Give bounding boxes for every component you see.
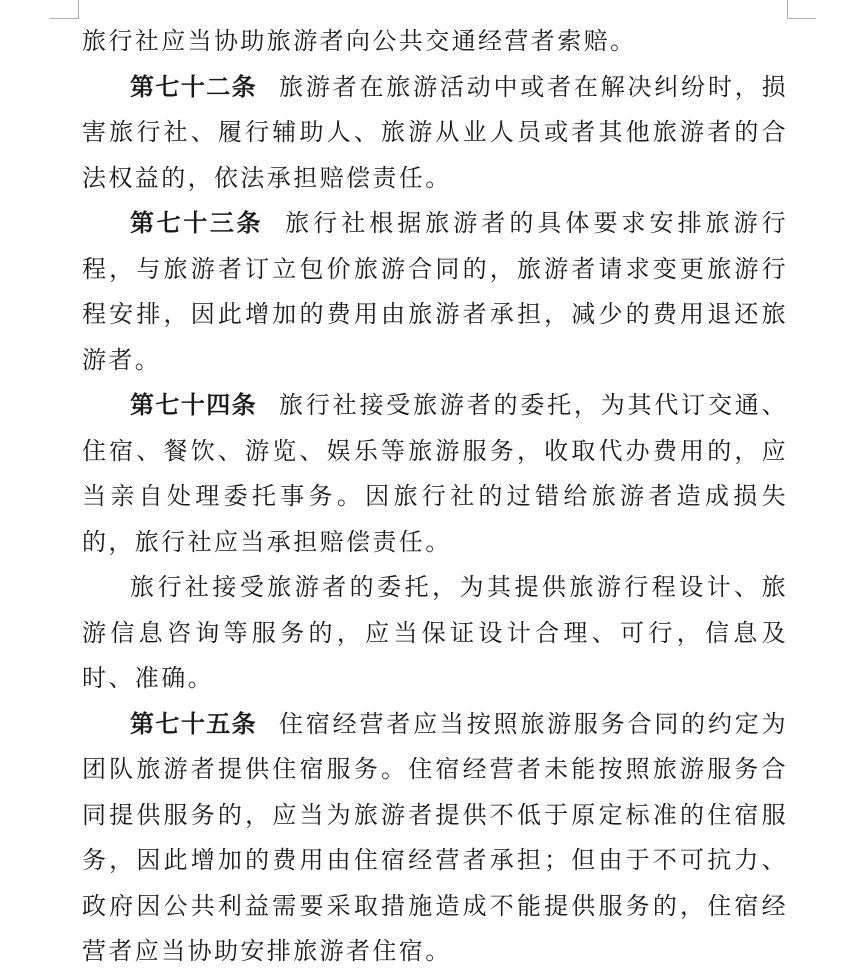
page-corner-mark-left bbox=[50, 0, 79, 19]
paragraph-text: 旅行社根据旅游者的具体要求安排旅游行程，与旅游者订立包价旅游合同的，旅游者请求变更旅游行程安排，因此增加的费用由旅游者承担，减少的费用退还旅游者。 bbox=[82, 209, 789, 374]
paragraph-continuation[interactable] bbox=[82, 19, 788, 65]
document-body[interactable] bbox=[82, 19, 788, 975]
paragraph-text: 旅行社接受旅游者的委托，为其提供旅游行程设计、旅游信息咨询等服务的，应当保证设计合理、可行，信息及时、准确。 bbox=[82, 573, 788, 692]
paragraph-text: 旅行社接受旅游者的委托，为其代订交通、住宿、餐饮、游览、娱乐等旅游服务，收取代办费用的，应当亲自处理委托事务。因旅行社的过错给旅游者造成损失的，旅行社应当承担赔偿责任。 bbox=[82, 391, 788, 556]
page-corner-mark-right bbox=[787, 0, 816, 19]
paragraph-article-75[interactable] bbox=[82, 702, 788, 975]
paragraph-article-73[interactable] bbox=[82, 201, 788, 383]
article-number: 第七十二条 bbox=[130, 72, 258, 101]
article-number: 第七十三条 bbox=[130, 209, 264, 237]
article-number: 第七十五条 bbox=[130, 709, 258, 738]
paragraph-text: 旅行社应当协助旅游者向公共交通经营者索赔。 bbox=[82, 27, 637, 55]
paragraph-text: 旅游者在旅游活动中或者在解决纠纷时，损害旅行社、履行辅助人、旅游从业人员或者其他旅游者的合法权益的，依法承担赔偿责任。 bbox=[82, 72, 788, 192]
paragraph-article-72[interactable] bbox=[82, 65, 788, 202]
paragraph-text: 住宿经营者应当按照旅游服务合同的约定为团队旅游者提供住宿服务。住宿经营者未能按照旅游服务合同提供服务的，应当为旅游者提供不低于原定标准的住宿服务，因此增加的费用由住宿经营者承担；但由于不可抗力、政府因公共利益需要采取措施造成不能提供服务的，住宿经营者应当协助安排旅游者住宿。 bbox=[82, 709, 788, 965]
article-number: 第七十四条 bbox=[130, 391, 258, 419]
paragraph-article-74[interactable] bbox=[82, 383, 788, 565]
paragraph-article-74-clause-2[interactable] bbox=[82, 565, 788, 702]
